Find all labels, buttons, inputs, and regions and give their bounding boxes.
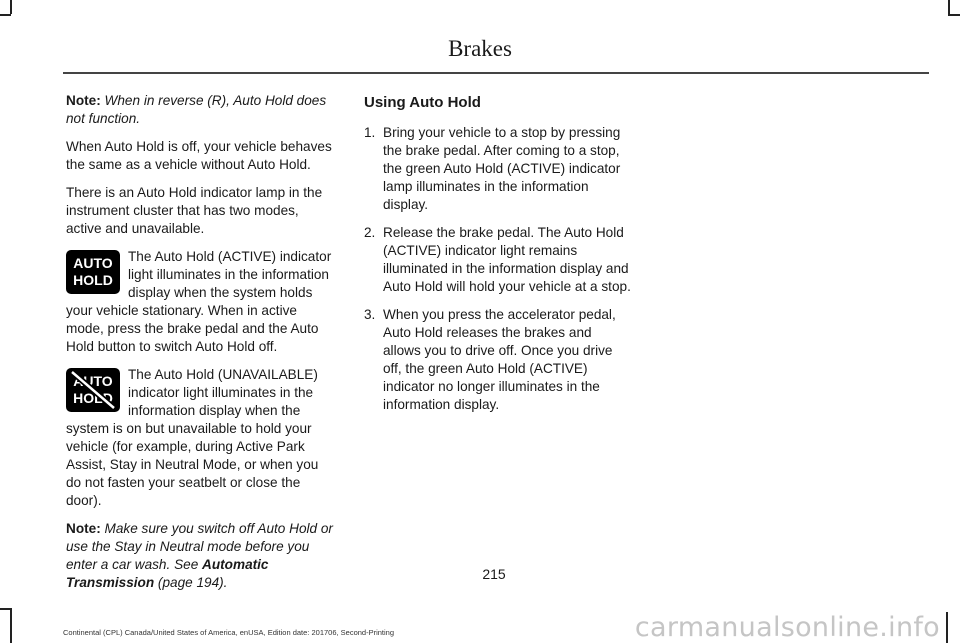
note-text: Make sure you switch off Auto Hold or use the Stay in Neutral mode before you enter a car wash.: [66, 521, 333, 572]
crop-mark-top-right-horizontal: [948, 14, 960, 16]
note-label: Note:: [66, 521, 101, 536]
page-header-title: Brakes: [448, 36, 512, 61]
page-reference: (page 194).: [157, 575, 228, 590]
icon-text-line2: HOLD: [73, 390, 113, 406]
list-item: [364, 306, 632, 414]
step-text: Bring your vehicle to a stop by pressing the brake pedal. After coming to a stop, the green Auto Hold (ACTIVE) indicator lamp illuminates in the information display.: [383, 125, 621, 212]
note-text: When in reverse (R), Auto Hold does not function.: [66, 93, 327, 126]
step-text: Release the brake pedal. The Auto Hold (ACTIVE) indicator light remains illuminated in the information display and Auto Hold will hold your vehicle at a stop.: [383, 225, 631, 294]
unavailable-indicator-block: [66, 366, 336, 510]
auto-hold-active-icon: [66, 250, 120, 294]
right-column: [364, 92, 632, 424]
crop-mark-top-right-vertical: [948, 0, 950, 14]
note-reverse: [66, 92, 336, 128]
note-label: Note:: [66, 93, 101, 108]
left-column: [66, 92, 336, 602]
auto-hold-unavailable-icon: [66, 368, 120, 412]
crop-mark-bottom-left-vertical: [10, 608, 12, 643]
step-number: 3.: [364, 307, 376, 322]
active-indicator-block: [66, 248, 336, 356]
edition-footer: Continental (CPL) Canada/United States of America, enUSA, Edition date: 201706, Second-Printing: [63, 628, 395, 637]
header-divider: [63, 72, 929, 74]
steps-list: [364, 124, 632, 414]
step-text: When you press the accelerator pedal, Auto Hold releases the brakes and allows you to drive off. Once you drive off, the green Auto Hold (ACTIVE) indicator no longer illuminates in the information display.: [383, 307, 616, 412]
crop-mark-bottom-right-vertical: [946, 612, 948, 643]
icon-text-line1: AUTO: [73, 255, 113, 271]
paragraph-indicator-modes: There is an Auto Hold indicator lamp in the instrument cluster that has two modes, active and unavailable.: [66, 185, 323, 236]
watermark: carmanualsonline.info: [634, 612, 940, 643]
paragraph-active-indicator: The Auto Hold (ACTIVE) indicator light illuminates in the information display when the system holds your vehicle stationary. When in active mode, press the brake pedal and the Auto Hold button to switch Auto Hold off.: [66, 249, 332, 354]
icon-text-line2: HOLD: [73, 272, 113, 288]
list-item: [364, 224, 632, 296]
list-item: [364, 124, 632, 214]
crop-mark-top-left-vertical: [10, 0, 12, 14]
step-number: 1.: [364, 125, 376, 140]
paragraph-auto-hold-off: When Auto Hold is off, your vehicle behaves the same as a vehicle without Auto Hold.: [66, 139, 332, 172]
section-heading: Using Auto Hold: [364, 94, 481, 111]
paragraph-unavailable-indicator: The Auto Hold (UNAVAILABLE) indicator light illuminates in the information display when the system is on but unavailable to hold your vehicle (for example, during Active Park Assist, Stay in Neutral Mode, or when you do not fasten your seatbelt or close the door).: [66, 367, 319, 508]
step-number: 2.: [364, 225, 376, 240]
crop-mark-top-left-horizontal: [0, 14, 11, 16]
cross-reference-link[interactable]: Automatic Transmission: [66, 557, 269, 590]
strike-through-icon: [66, 368, 120, 412]
page-number: 215: [482, 566, 506, 582]
see-text: See: [174, 557, 199, 572]
crop-mark-bottom-left-horizontal: [0, 608, 11, 610]
icon-text-line1: AUTO: [73, 373, 113, 389]
